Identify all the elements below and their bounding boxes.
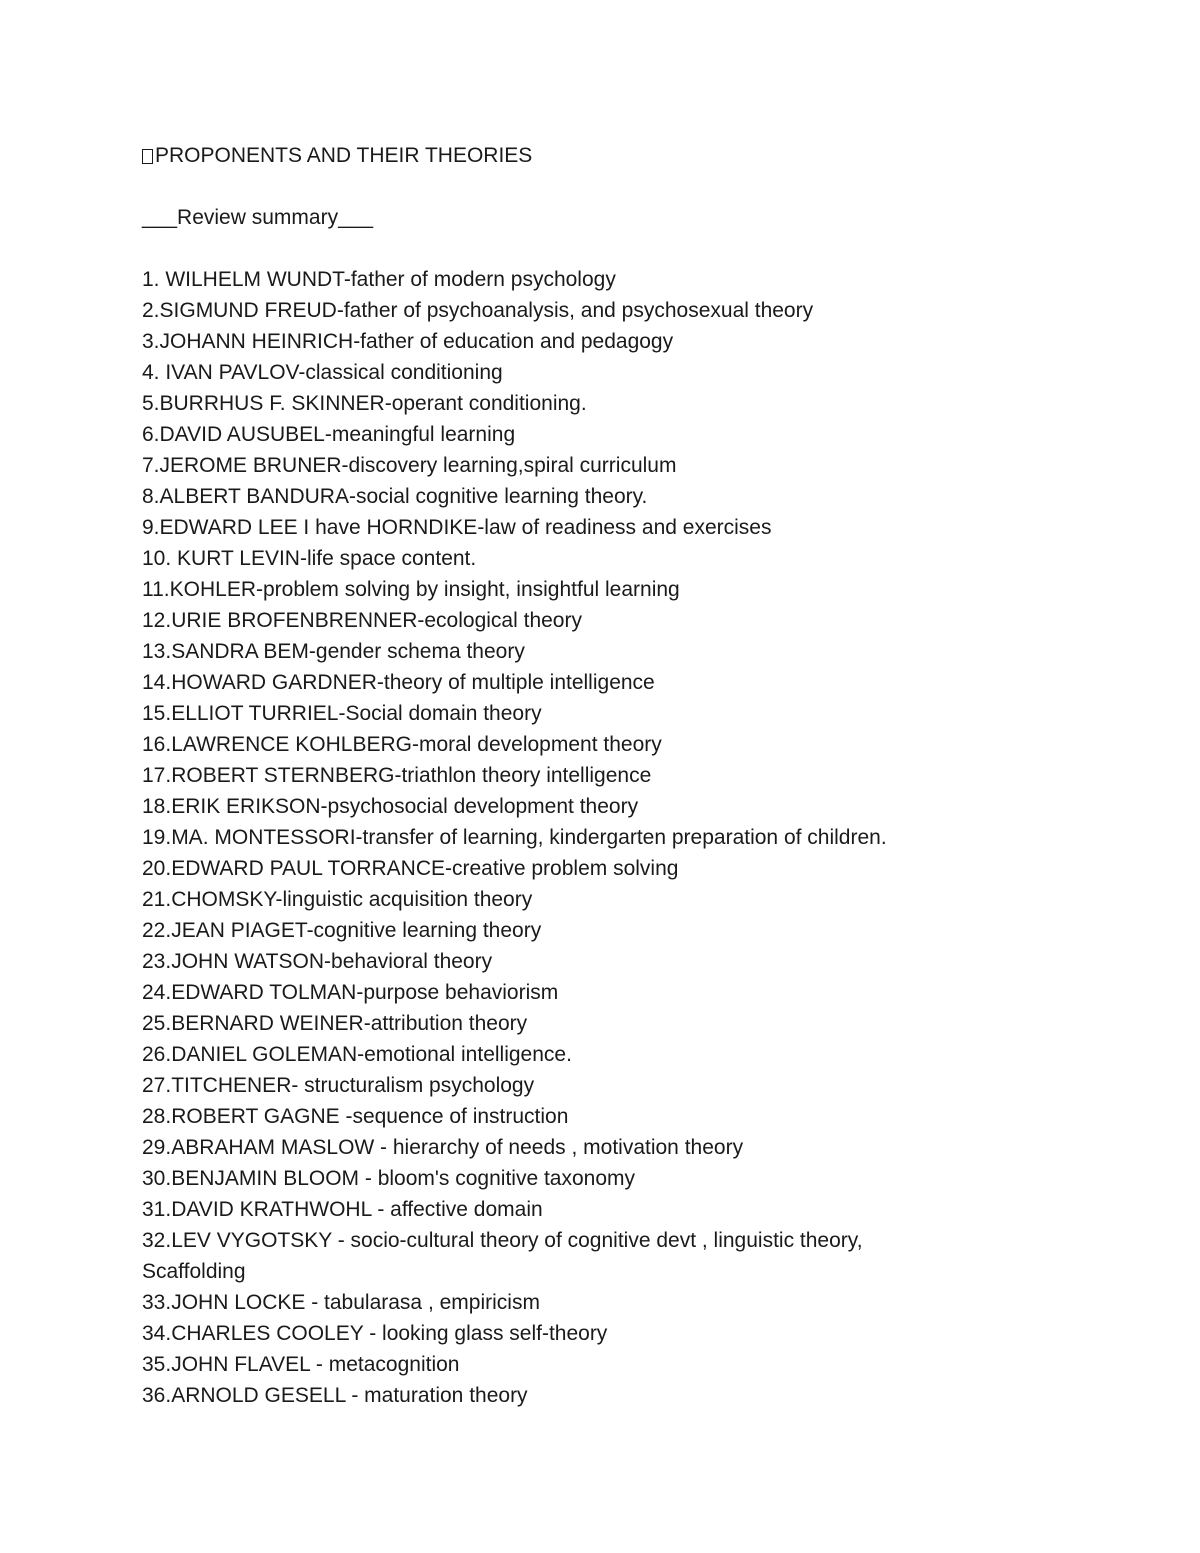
blank-line	[142, 233, 1142, 264]
list-item: 21.CHOMSKY-linguistic acquisition theory	[142, 888, 533, 911]
list-item: 9.EDWARD LEE I have HORNDIKE-law of readiness and exercises	[142, 516, 772, 539]
blank-line	[142, 171, 1142, 202]
list-item: 6.DAVID AUSUBEL-meaningful learning	[142, 423, 516, 446]
list-item: 14.HOWARD GARDNER-theory of multiple intelligence	[142, 671, 655, 694]
list-item: 1. WILHELM WUNDT-father of modern psychology	[142, 268, 616, 291]
list-item: 24.EDWARD TOLMAN-purpose behaviorism	[142, 981, 559, 1004]
list-item: 18.ERIK ERIKSON-psychosocial development theory	[142, 795, 639, 818]
list-item: 27.TITCHENER- structuralism psychology	[142, 1074, 535, 1097]
list-item: 16.LAWRENCE KOHLBERG-moral development theory	[142, 733, 662, 756]
list-item: 12.URIE BROFENBRENNER-ecological theory	[142, 609, 582, 632]
list-item: 36.ARNOLD GESELL - maturation theory	[142, 1384, 528, 1407]
list-item: 25.BERNARD WEINER-attribution theory	[142, 1012, 528, 1035]
list-item: 17.ROBERT STERNBERG-triathlon theory intelligence	[142, 764, 652, 787]
list-item: 15.ELLIOT TURRIEL-Social domain theory	[142, 702, 542, 725]
list-item: 31.DAVID KRATHWOHL - affective domain	[142, 1198, 543, 1221]
list-item: 10. KURT LEVIN-life space content.	[142, 547, 477, 570]
missing-glyph-icon	[142, 149, 153, 164]
list-item: 23.JOHN WATSON-behavioral theory	[142, 950, 493, 973]
list-item: 4. IVAN PAVLOV-classical conditioning	[142, 361, 503, 384]
document-body	[142, 140, 1142, 1411]
document-subtitle: ___Review summary___	[142, 206, 374, 229]
document-title-row	[142, 140, 1142, 171]
proponents-list	[142, 264, 1142, 1411]
list-item: 5.BURRHUS F. SKINNER-operant conditioning.	[142, 392, 587, 415]
list-item: 29.ABRAHAM MASLOW - hierarchy of needs , motivation theory	[142, 1136, 744, 1159]
list-item: 22.JEAN PIAGET-cognitive learning theory	[142, 919, 542, 942]
list-item: 26.DANIEL GOLEMAN-emotional intelligence.	[142, 1043, 572, 1066]
list-item: 2.SIGMUND FREUD-father of psychoanalysis, and psychosexual theory	[142, 299, 814, 322]
list-item: 20.EDWARD PAUL TORRANCE-creative problem solving	[142, 857, 679, 880]
list-item: Scaffolding	[142, 1260, 246, 1283]
list-item: 30.BENJAMIN BLOOM - bloom's cognitive taxonomy	[142, 1167, 636, 1190]
list-item: 13.SANDRA BEM-gender schema theory	[142, 640, 525, 663]
list-item: 19.MA. MONTESSORI-transfer of learning, kindergarten preparation of children.	[142, 826, 887, 849]
list-item: 32.LEV VYGOTSKY - socio-cultural theory of cognitive devt , linguistic theory,	[142, 1229, 863, 1252]
list-item: 35.JOHN FLAVEL - metacognition	[142, 1353, 460, 1376]
document-title: PROPONENTS AND THEIR THEORIES	[155, 144, 533, 167]
list-item: 3.JOHANN HEINRICH-father of education and pedagogy	[142, 330, 674, 353]
list-item: 28.ROBERT GAGNE -sequence of instruction	[142, 1105, 569, 1128]
list-item: 11.KOHLER-problem solving by insight, insightful learning	[142, 578, 680, 601]
list-item: 34.CHARLES COOLEY - looking glass self-theory	[142, 1322, 608, 1345]
list-item: 8.ALBERT BANDURA-social cognitive learning theory.	[142, 485, 648, 508]
list-item: 7.JEROME BRUNER-discovery learning,spiral curriculum	[142, 454, 677, 477]
list-item: 33.JOHN LOCKE - tabularasa , empiricism	[142, 1291, 540, 1314]
